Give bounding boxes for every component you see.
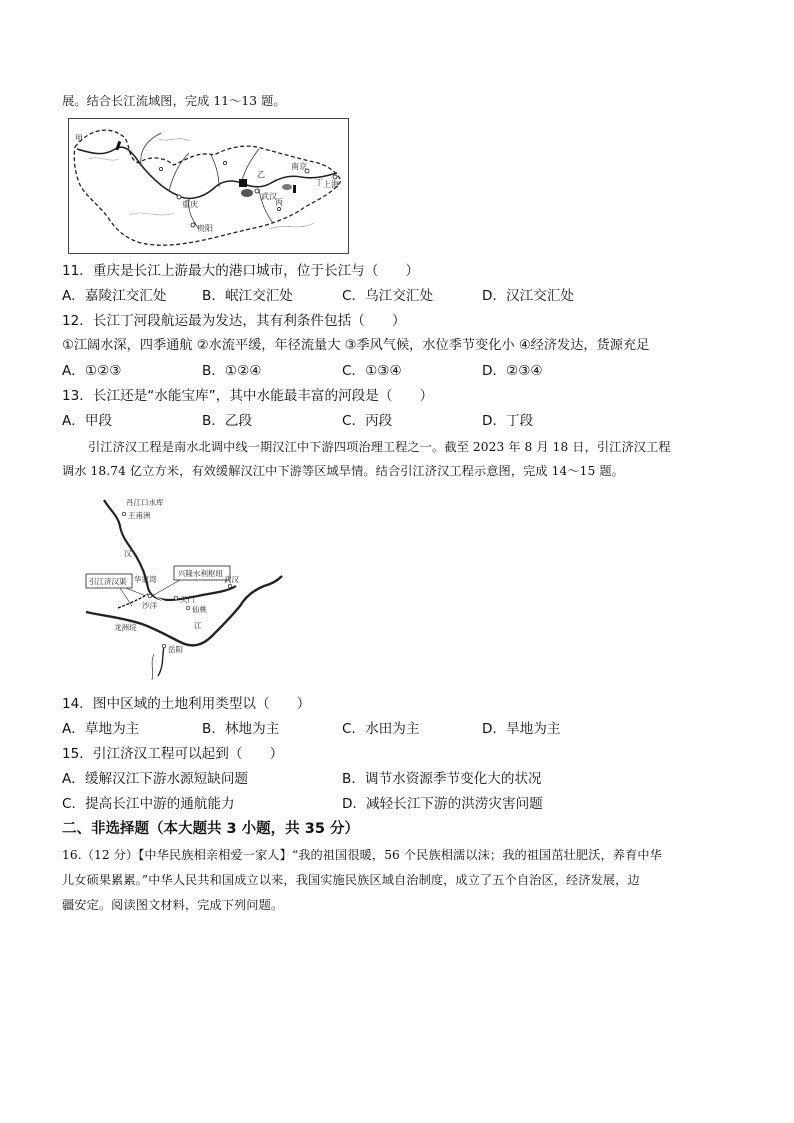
label-longzhou: 龙洲垸 — [114, 623, 137, 632]
yinjiangjihan-map — [84, 496, 284, 682]
question-16-line1: 16.（12 分）【中华民族相亲相爱一家人】“我的祖国很暖，56 个民族相濡以沫；我的祖国茁壮肥沃，养育中华 — [62, 848, 662, 862]
q15-option-d[interactable]: D．减轻长江下游的洪涝灾害问题 — [342, 796, 543, 812]
yangtze-basin-map — [68, 118, 349, 254]
q14-option-d[interactable]: D．旱地为主 — [482, 721, 561, 737]
question-16-line2: 儿女硕果累累。”中华人民共和国成立以来，我国实施民族区域自治制度，成立了五个自治区，经济发展，边 — [62, 873, 640, 887]
q11-option-c[interactable]: C．乌江交汇处 — [342, 288, 434, 304]
label-wuhan-2: 武汉 — [224, 575, 239, 584]
label-shayang: 沙洋 — [142, 601, 157, 610]
label-xiantao: 仙桃 — [192, 605, 207, 614]
q13-option-a[interactable]: A．甲段 — [62, 413, 113, 429]
city-shanghai-dot — [333, 175, 337, 179]
q14-option-c[interactable]: C．水田为主 — [342, 721, 420, 737]
yangtze-river — [77, 147, 337, 198]
label-huajiawan: 华家湾 — [134, 575, 157, 584]
question-12-items: ①江阔水深，四季通航 ②水流平缓，年径流量大 ③季风气候，水位季节变化小 ④经济发达，货源充足 — [62, 338, 650, 353]
q15-option-b[interactable]: B．调节水资源季节变化大的状况 — [342, 771, 542, 787]
label-yinjiangjihan: 引江济汉渠 — [89, 577, 127, 586]
question-12-options — [62, 362, 742, 380]
q13-option-b[interactable]: B．乙段 — [202, 413, 253, 429]
intro-text-11-13: 展。结合长江流域图，完成 11～13 题。 — [62, 94, 286, 108]
intro-text-14-15-line2: 调水 18.74 亿立方米，有效缓解汉江中下游等区域旱情。结合引江济汉工程示意图，完成 14～15 题。 — [62, 464, 624, 478]
q12-option-d[interactable]: D．②③④ — [482, 363, 543, 379]
q11-option-d[interactable]: D．汉江交汇处 — [482, 288, 575, 304]
question-11-stem: 11．重庆是长江上游最大的港口城市，位于长江与（ ） — [62, 263, 420, 279]
yinjiangjihan-map-svg — [84, 496, 284, 682]
q14-option-a[interactable]: A．草地为主 — [62, 721, 140, 737]
label-jia: 甲 — [75, 134, 83, 143]
q12-option-b[interactable]: B．①②④ — [202, 363, 262, 379]
label-chongqing: 重庆 — [182, 200, 198, 209]
label-wuhan: 武汉 — [261, 192, 277, 201]
label-yi: 乙 — [257, 170, 265, 179]
label-wangfuzhou: 王甫洲 — [128, 511, 151, 520]
city-guiyang-dot — [191, 223, 195, 227]
yangtze-map-svg — [69, 119, 348, 253]
q11-option-b[interactable]: B．岷江交汇处 — [202, 288, 293, 304]
question-13-stem: 13．长江还是“水能宝库”，其中水能最丰富的河段是（ ） — [62, 388, 434, 404]
q14-option-b[interactable]: B．林地为主 — [202, 721, 280, 737]
label-yueyang: 岳阳 — [168, 645, 183, 654]
city-wuhan-dot — [255, 189, 259, 193]
q15-option-a[interactable]: A．缓解汉江下游水源短缺问题 — [62, 771, 249, 787]
question-15-stem: 15．引江济汉工程可以起到（ ） — [62, 746, 284, 762]
section-2-heading: 二、非选择题（本大题共 3 小题，共 35 分） — [62, 821, 359, 837]
label-guiyang: 贵阳 — [197, 224, 213, 233]
question-14-stem: 14．图中区域的土地利用类型以（ ） — [62, 696, 311, 712]
label-han: 汉 — [124, 549, 132, 558]
label-tianmen: 天门 — [180, 595, 195, 604]
q15-option-c[interactable]: C．提高长江中游的通航能力 — [62, 796, 235, 812]
label-nanjing: 南京 — [291, 162, 307, 171]
q13-option-c[interactable]: C．丙段 — [342, 413, 393, 429]
question-16-line3: 疆安定。阅读图文材料，完成下列问题。 — [62, 898, 284, 912]
question-15-options-row2 — [62, 795, 742, 813]
label-bing: 丙 — [275, 198, 283, 207]
question-11-options — [62, 287, 742, 305]
question-15-options-row1 — [62, 770, 742, 788]
intro-text-14-15-line1: 引江济汉工程是南水北调中线一期汉江中下游四项治理工程之一。截至 2023 年 8 月 18 日，引江济汉工程 — [88, 440, 671, 454]
question-13-options — [62, 412, 742, 430]
label-jiang: 江 — [194, 621, 202, 630]
label-ding: 丁 — [315, 178, 323, 187]
label-xinglong: 兴隆水利枢纽 — [178, 569, 223, 578]
label-danjiangkou: 丹江口水库 — [126, 498, 164, 507]
q12-option-c[interactable]: C．①③④ — [342, 363, 402, 379]
city-chongqing-dot — [177, 195, 181, 199]
question-14-options — [62, 720, 742, 738]
q11-option-a[interactable]: A．嘉陵江交汇处 — [62, 288, 167, 304]
question-12-stem: 12．长江丁河段航运最为发达，其有利条件包括（ ） — [62, 313, 406, 329]
label-shanghai: 上海 — [323, 180, 339, 189]
q12-option-a[interactable]: A．①②③ — [62, 363, 122, 379]
q13-option-d[interactable]: D．丁段 — [482, 413, 534, 429]
